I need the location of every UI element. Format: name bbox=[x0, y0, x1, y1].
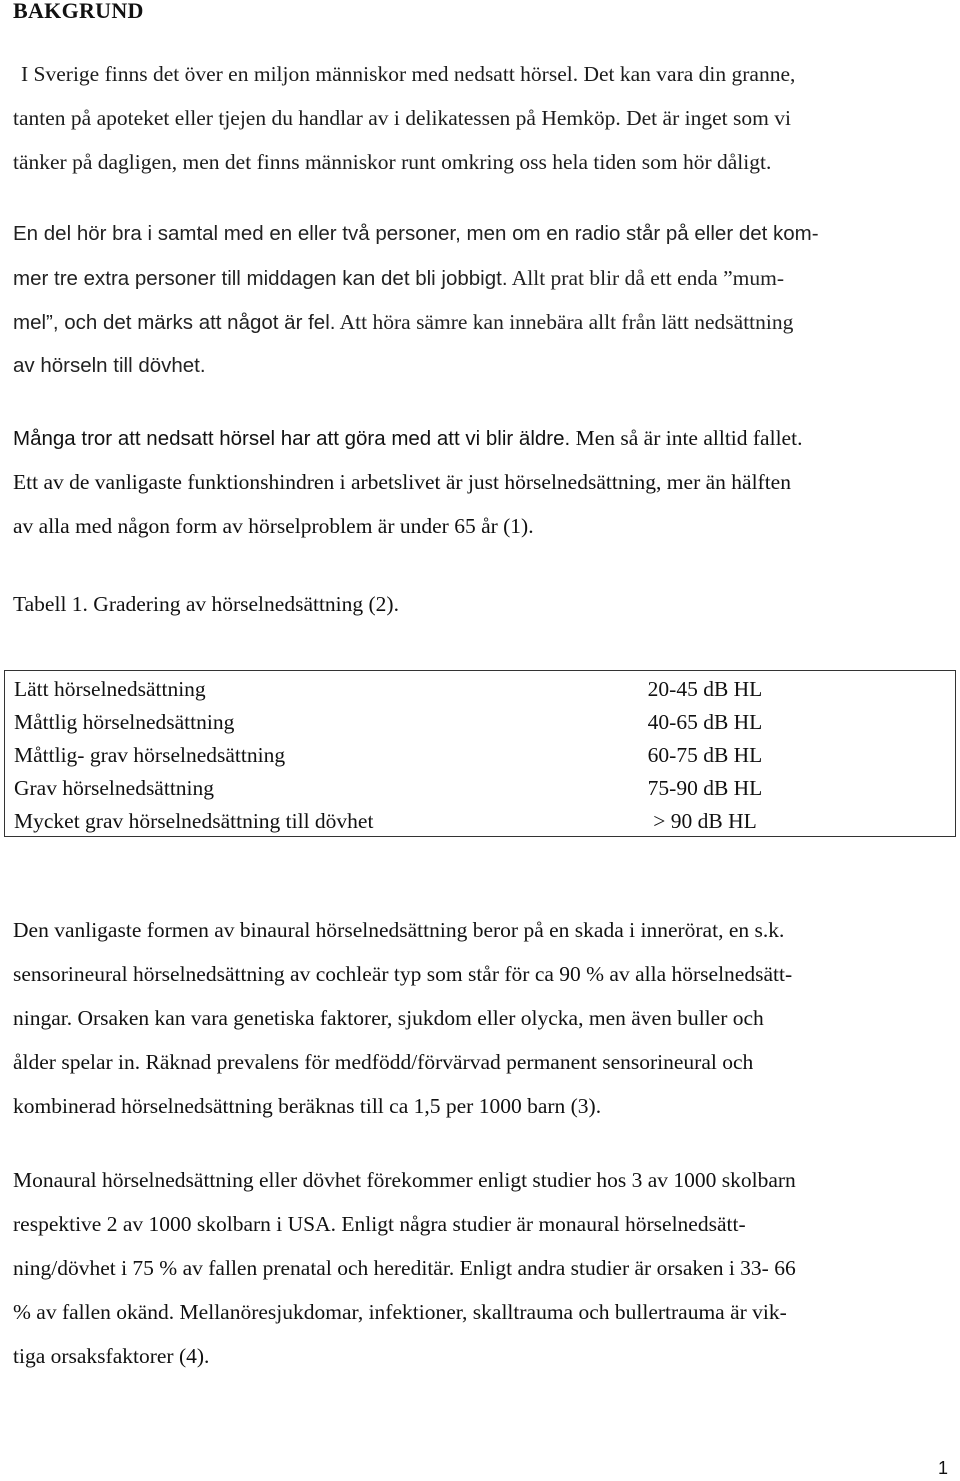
table-cell-value: 75-90 dB HL bbox=[647, 776, 763, 800]
text-line: sensorineural hörselnedsättning av cochleär typ som står för ca 90 % av alla hörselnedsätt- bbox=[13, 962, 793, 986]
grading-table bbox=[4, 670, 956, 837]
text-segment: Men så är inte alltid fallet. bbox=[570, 426, 803, 450]
table-cell-label: Måttlig hörselnedsättning bbox=[14, 710, 235, 734]
text-line: I Sverige finns det över en miljon människor med nedsatt hörsel. Det kan vara din granne, bbox=[21, 62, 796, 86]
table-cell-label: Grav hörselnedsättning bbox=[14, 776, 215, 800]
text-line bbox=[13, 300, 943, 344]
text-line: av alla med någon form av hörselproblem är under 65 år (1). bbox=[13, 514, 534, 538]
table-cell-label: Mycket grav hörselnedsättning till dövhet bbox=[14, 809, 374, 833]
table-cell-value: 20-45 dB HL bbox=[647, 677, 763, 701]
text-line: tiga orsaksfaktorer (4). bbox=[13, 1344, 210, 1368]
text-line: tänker på dagligen, men det finns människor runt omkring oss hela tiden som hör dåligt. bbox=[13, 150, 772, 174]
text-line bbox=[13, 256, 943, 300]
table-row bbox=[5, 673, 955, 706]
text-segment: mel”, och det märks att något är fel. bbox=[13, 311, 336, 334]
text-segment: Många tror att nedsatt hörsel har att göra med att vi blir äldre. bbox=[13, 427, 571, 450]
text-line: ning/dövhet i 75 % av fallen prenatal och hereditär. Enligt andra studier är orsaken i 33- 66 bbox=[13, 1256, 796, 1280]
text-line: kombinerad hörselnedsättning beräknas till ca 1,5 per 1000 barn (3). bbox=[13, 1094, 602, 1118]
text-line bbox=[13, 416, 943, 460]
text-line: ålder spelar in. Räknad prevalens för medfödd/förvärvad permanent sensorineural och bbox=[13, 1050, 754, 1074]
table-cell-label: Måttlig- grav hörselnedsättning bbox=[14, 743, 286, 767]
table-row bbox=[5, 706, 955, 739]
text-line: tanten på apoteket eller tjejen du handlar av i delikatessen på Hemköp. Det är inget som vi bbox=[13, 106, 791, 130]
paragraph-monaural bbox=[13, 1158, 943, 1378]
text-segment: mer tre extra personer till middagen kan det bli jobbigt. bbox=[13, 267, 508, 290]
text-line: En del hör bra i samtal med en eller två personer, men om en radio står på eller det kom- bbox=[13, 222, 819, 245]
table-caption bbox=[13, 582, 943, 626]
table-cell-value: > 90 dB HL bbox=[653, 809, 757, 833]
table-row bbox=[5, 805, 955, 838]
text-line: Monaural hörselnedsättning eller dövhet förekommer enligt studier hos 3 av 1000 skolbarn bbox=[13, 1168, 796, 1192]
text-line: av hörseln till dövhet. bbox=[13, 354, 206, 377]
text-line: respektive 2 av 1000 skolbarn i USA. Enligt några studier är monaural hörselnedsätt- bbox=[13, 1212, 746, 1236]
paragraph-binaural bbox=[13, 908, 943, 1128]
table-row bbox=[5, 772, 955, 805]
text-line: Den vanligaste formen av binaural hörselnedsättning beror på en skada i innerörat, en s.k. bbox=[13, 918, 785, 942]
text-line: Tabell 1. Gradering av hörselnedsättning (2). bbox=[13, 592, 399, 616]
table-cell-value: 40-65 dB HL bbox=[647, 710, 763, 734]
paragraph-conversation bbox=[13, 212, 943, 388]
section-heading: BAKGRUND bbox=[13, 0, 144, 23]
page-number: 1 bbox=[937, 1458, 948, 1478]
text-line: Ett av de vanligaste funktionshindren i arbetslivet är just hörselnedsättning, mer än hälften bbox=[13, 470, 791, 494]
paragraph-intro bbox=[13, 52, 943, 184]
text-segment: Allt prat blir då ett enda ”mum- bbox=[507, 266, 784, 290]
text-line: ningar. Orsaken kan vara genetiska faktorer, sjukdom eller olycka, men även buller och bbox=[13, 1006, 764, 1030]
table-cell-label: Lätt hörselnedsättning bbox=[14, 677, 206, 701]
text-line: % av fallen okänd. Mellanöresjukdomar, infektioner, skalltrauma och bullertrauma är vik- bbox=[13, 1300, 787, 1324]
table-cell-value: 60-75 dB HL bbox=[647, 743, 763, 767]
table-row bbox=[5, 739, 955, 772]
paragraph-age bbox=[13, 416, 943, 548]
text-segment: Att höra sämre kan innebära allt från lätt nedsättning bbox=[335, 310, 794, 334]
